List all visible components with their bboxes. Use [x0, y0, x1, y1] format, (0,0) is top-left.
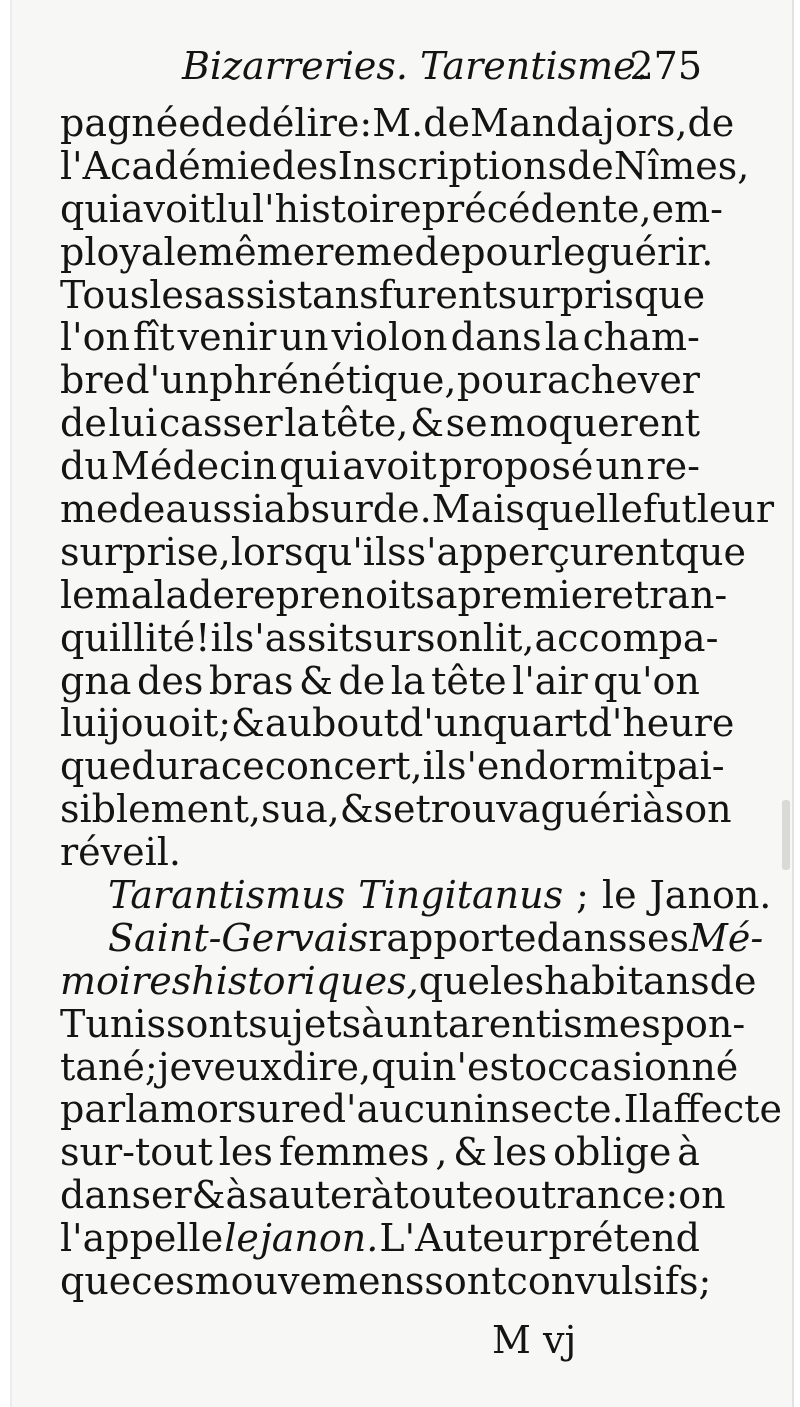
word: aussi — [165, 487, 264, 532]
word: : — [665, 1173, 679, 1218]
word: un — [595, 444, 645, 489]
word: ploya — [60, 229, 164, 274]
word: le — [601, 873, 637, 918]
text-line — [60, 487, 775, 532]
word: sur — [353, 615, 416, 660]
word: lui — [108, 401, 158, 446]
word: on — [678, 1173, 726, 1218]
word: , — [435, 1130, 448, 1175]
page-edge-shadow — [782, 800, 790, 870]
word: prétend — [548, 1216, 700, 1261]
word: tran- — [633, 572, 728, 617]
word: sur-tout — [60, 1130, 213, 1175]
word: un — [383, 1001, 433, 1046]
word: se — [445, 401, 488, 446]
signature-mark: M vj — [492, 1318, 577, 1362]
word: affecte — [650, 1087, 782, 1132]
word: que — [60, 1259, 132, 1304]
text-line — [60, 359, 700, 402]
word: je — [157, 1044, 192, 1089]
word: des — [271, 143, 338, 188]
word: qu'on — [593, 658, 700, 703]
word: même — [198, 229, 316, 274]
word: tête — [431, 658, 507, 703]
word: l'air — [512, 658, 588, 703]
word: de — [423, 101, 471, 145]
word: Médecin — [110, 444, 278, 489]
word: qui — [279, 444, 341, 489]
word: Janon. — [649, 873, 772, 918]
word: & — [299, 658, 333, 703]
book-page — [10, 0, 794, 1407]
word: violon — [331, 315, 448, 360]
text-line — [60, 1217, 700, 1260]
word: réveil. — [60, 830, 181, 875]
text-line — [60, 1131, 700, 1174]
word: de — [60, 401, 107, 446]
text-line — [60, 572, 728, 617]
word: proposé — [438, 444, 594, 489]
word: qui — [371, 1044, 433, 1089]
word: furent — [378, 272, 498, 317]
text-line — [60, 615, 719, 660]
word: n'est — [432, 1044, 525, 1089]
word: de — [566, 143, 614, 188]
word: veux — [191, 1044, 282, 1089]
word: l'on — [60, 315, 130, 360]
word: s'endormit — [446, 744, 653, 789]
word: siblement, — [60, 787, 261, 832]
word: de — [338, 658, 386, 703]
word: dire, — [281, 1044, 372, 1089]
text-line — [60, 873, 772, 918]
word: surpris — [497, 272, 634, 317]
word: premiere — [457, 572, 634, 617]
word: mouvemens — [194, 1259, 425, 1304]
word: avoit — [120, 186, 216, 231]
word: ces — [131, 1259, 195, 1304]
word: la — [390, 658, 426, 703]
word: morsure — [159, 1087, 322, 1132]
word: em- — [651, 186, 723, 231]
word: moires — [60, 958, 192, 1003]
word: ! — [195, 615, 211, 660]
word: sont — [424, 1259, 507, 1304]
word: malade — [94, 572, 235, 617]
word: tané; — [60, 1044, 158, 1089]
word: remede — [315, 229, 462, 274]
word: bout — [312, 701, 399, 746]
word: absurde. — [263, 487, 432, 532]
word: les — [218, 1130, 273, 1175]
word: : — [359, 101, 373, 145]
word: le — [163, 229, 199, 274]
word: mede — [60, 487, 166, 532]
word: l'histoire — [252, 186, 422, 231]
word: de — [687, 101, 735, 145]
word: que — [674, 529, 746, 574]
word: que — [418, 958, 490, 1003]
word: par — [60, 1087, 126, 1132]
text-line — [60, 958, 757, 1003]
word: occasionné — [524, 1044, 739, 1089]
word: que — [633, 272, 706, 317]
word: Tunis — [60, 1001, 166, 1046]
text-line — [60, 316, 700, 359]
text-line — [60, 186, 723, 231]
word: à — [677, 1130, 700, 1175]
text-line — [60, 787, 732, 832]
text-line — [60, 1001, 746, 1046]
word: s'assit — [234, 615, 354, 660]
word: tête, — [320, 401, 409, 446]
word: sont — [165, 1001, 249, 1046]
word: ce — [220, 744, 265, 789]
word: délire — [247, 101, 360, 145]
word: phrénétique, — [209, 358, 457, 403]
word: accompa- — [534, 615, 719, 660]
word: que — [60, 744, 132, 789]
word: bras — [208, 658, 294, 703]
word: à — [642, 787, 665, 832]
word: danser — [60, 1173, 192, 1218]
word: Nîmes, — [613, 143, 750, 188]
word: sa — [415, 572, 458, 617]
word: fut — [642, 487, 697, 532]
word: gna — [60, 658, 132, 703]
word: lorsqu'ils — [230, 529, 407, 574]
word: un — [279, 315, 329, 360]
text-line — [60, 1173, 726, 1218]
word: qui — [60, 186, 121, 231]
word: Saint-Gervais — [108, 915, 369, 960]
word: Tingitanus — [358, 873, 564, 918]
word: les — [493, 1130, 548, 1175]
text-line — [60, 915, 764, 960]
word: il — [422, 744, 447, 789]
word: oblige — [553, 1130, 672, 1175]
word: du — [60, 444, 109, 489]
word: la — [544, 315, 580, 360]
text-line — [60, 831, 700, 874]
text-line — [60, 1259, 712, 1304]
word: surprise, — [60, 529, 231, 574]
word: Tous — [60, 272, 150, 317]
text-line — [60, 445, 700, 488]
word: casser — [159, 401, 283, 446]
word: d'aucun — [321, 1087, 474, 1132]
text-line — [60, 402, 700, 445]
word: ; — [576, 873, 589, 918]
word: janon. — [259, 1216, 379, 1261]
word: quillité — [60, 615, 196, 660]
text-line — [60, 101, 735, 145]
word: dura — [131, 744, 221, 789]
word: le — [224, 1216, 259, 1261]
word: leur — [696, 487, 775, 532]
word: l'Académie — [60, 143, 272, 188]
word: quart — [482, 701, 588, 746]
word: jouoit; — [108, 701, 232, 746]
word: Mé- — [688, 915, 764, 960]
word: s'apperçurent — [406, 529, 675, 574]
word: toute — [393, 1173, 494, 1218]
word: la — [284, 401, 320, 446]
word: lu — [215, 186, 253, 231]
word: trouva — [415, 787, 541, 832]
word: de — [709, 958, 757, 1003]
word: bre — [60, 358, 125, 403]
word: son — [415, 615, 483, 660]
word: pour — [461, 229, 552, 274]
word: il — [210, 615, 235, 660]
word: sujets — [248, 1001, 362, 1046]
word: pagnée — [60, 101, 201, 145]
word: à — [370, 1173, 394, 1218]
word: pai- — [652, 744, 725, 789]
text-line — [60, 272, 706, 317]
text-line — [60, 229, 714, 274]
word: moquerent — [489, 401, 700, 446]
word: venir — [177, 315, 277, 360]
word: M. — [372, 101, 424, 145]
word: Il — [623, 1087, 651, 1132]
text-line — [60, 744, 725, 789]
word: lit, — [482, 615, 535, 660]
text-line — [60, 529, 746, 574]
word: Mais — [431, 487, 525, 532]
word: tarentisme — [432, 1001, 642, 1046]
word: concert, — [264, 744, 423, 789]
word: cham- — [582, 315, 700, 360]
word: L'Auteur — [379, 1216, 548, 1261]
word: & — [453, 1130, 488, 1175]
word: assistans — [203, 272, 379, 317]
word: sauter — [248, 1173, 371, 1218]
word: se — [373, 787, 416, 832]
word: Inscriptions — [337, 143, 567, 188]
word: rapporte — [368, 915, 537, 960]
word: convulsifs; — [506, 1259, 712, 1304]
word: des — [137, 658, 204, 703]
running-title: Bizarreries. Tarentisme. — [182, 44, 648, 88]
word: spon- — [641, 1001, 746, 1046]
word: dans — [450, 315, 542, 360]
word: à — [225, 1173, 249, 1218]
text-line — [60, 143, 750, 188]
word: précédente, — [421, 186, 652, 231]
word: outrance — [493, 1173, 666, 1218]
word: d'un — [125, 358, 209, 403]
page-number: 275 — [629, 44, 702, 88]
text-line — [60, 1044, 739, 1089]
word: le — [60, 572, 95, 617]
word: femmes — [278, 1130, 430, 1175]
word: lui — [60, 701, 109, 746]
word: ses — [627, 915, 689, 960]
word: avoit — [342, 444, 437, 489]
word: Mandajors, — [470, 101, 688, 145]
word: insecte. — [473, 1087, 624, 1132]
word: les — [149, 272, 204, 317]
word: le — [551, 229, 586, 274]
word: la — [125, 1087, 160, 1132]
word: guérir. — [585, 229, 714, 274]
word: pour — [456, 358, 547, 403]
text-line — [60, 701, 735, 746]
word: au — [264, 701, 312, 746]
word: re- — [646, 444, 700, 489]
word: son — [664, 787, 732, 832]
word: & — [191, 1173, 226, 1218]
word: à — [361, 1001, 384, 1046]
word: reprenoit — [234, 572, 416, 617]
body-text — [60, 101, 782, 1304]
word: l'appelle — [60, 1216, 224, 1261]
word: guéri — [540, 787, 643, 832]
word: d'un — [398, 701, 483, 746]
word: sua, — [260, 787, 340, 832]
text-line — [60, 1087, 782, 1132]
word: & — [410, 401, 444, 446]
word: les — [489, 958, 545, 1003]
word: dans — [536, 915, 628, 960]
word: fît — [133, 315, 175, 360]
word: historiques, — [191, 958, 419, 1003]
running-header — [162, 44, 702, 96]
word: achever — [546, 358, 700, 403]
word: de — [200, 101, 248, 145]
word: & — [339, 787, 374, 832]
word: habitans — [544, 958, 710, 1003]
text-line — [60, 660, 700, 703]
word: quelle — [524, 487, 643, 532]
word: Tarantismus — [108, 873, 346, 918]
word: d'heure — [587, 701, 735, 746]
word: & — [231, 701, 265, 746]
